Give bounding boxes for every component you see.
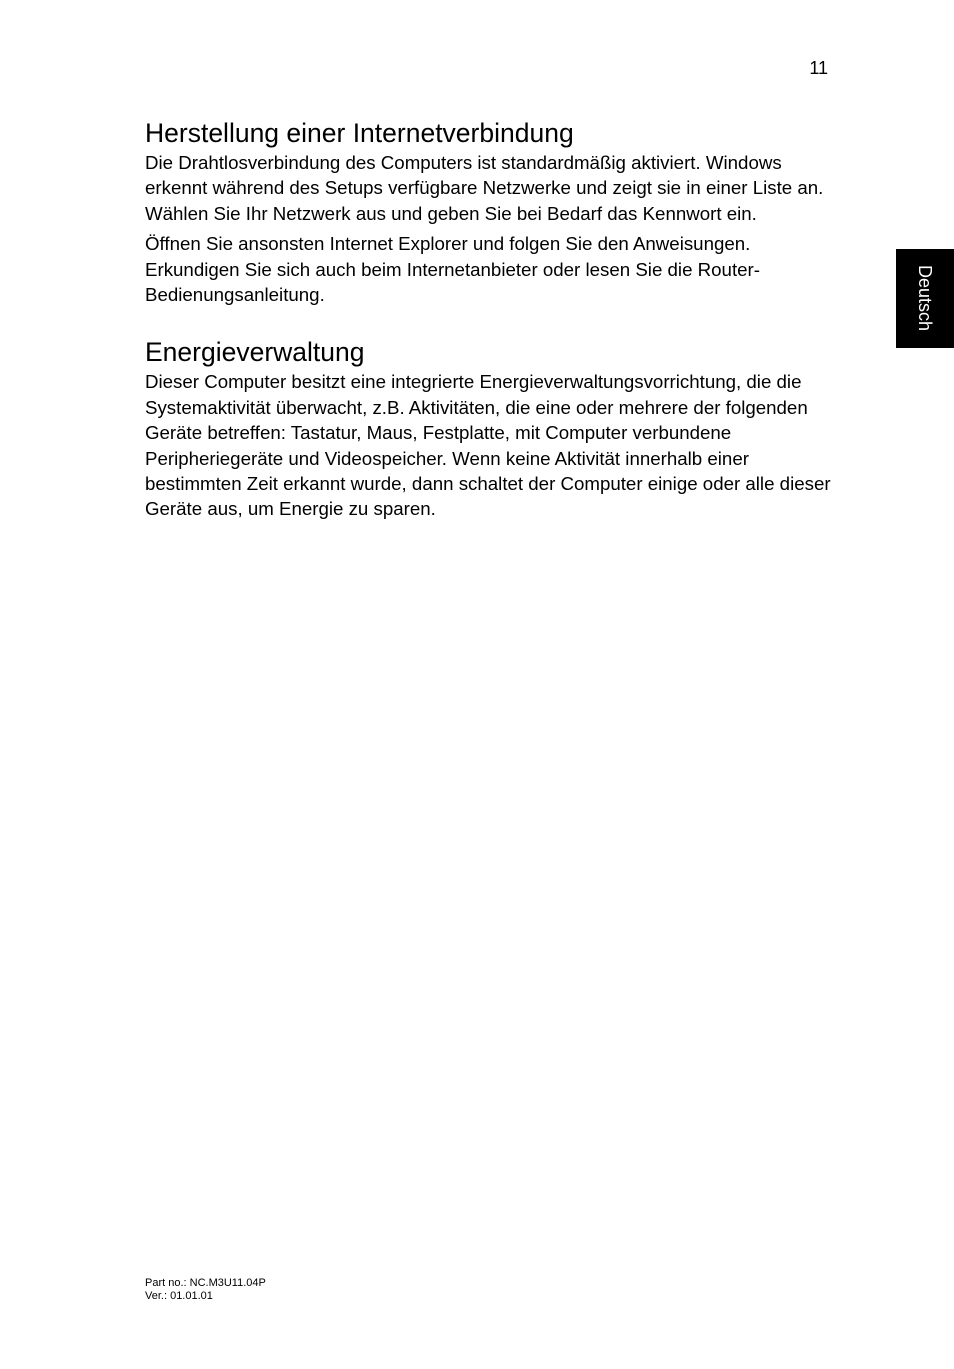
page-number: 11	[809, 58, 828, 78]
language-tab	[896, 249, 954, 348]
paragraph: Die Drahtlosverbindung des Computers ist standardmäßig aktiviert. Windows erkennt während des Setups verfügbare Netzwerke und zeigt sie in einer Liste an. Wählen Sie Ihr Netzwerk aus und geben Sie bei Bedarf das Kennwort ein.	[145, 152, 824, 224]
paragraph: Öffnen Sie ansonsten Internet Explorer und folgen Sie den Anweisungen. Erkundigen Sie sich auch beim Internetanbieter oder lesen Sie die Router-Bedienungsanleitung.	[145, 233, 760, 306]
footer-part-number: Part no.: NC.M3U11.04P	[145, 1277, 266, 1289]
section-title: Herstellung einer Internetverbindung	[145, 118, 574, 148]
page-content	[145, 116, 835, 522]
footer	[145, 1277, 266, 1303]
section-internet-connection	[145, 116, 835, 307]
language-tab-label: Deutsch	[915, 265, 935, 332]
footer-version: Ver.: 01.01.01	[145, 1290, 213, 1302]
section-title: Energieverwaltung	[145, 337, 365, 368]
section-power-management	[145, 335, 835, 521]
paragraph: Dieser Computer besitzt eine integrierte Energieverwaltungsvorrichtung, die die Systemaktivität überwacht, z.B. Aktivitäten, die eine oder mehrere der folgenden Geräte betreffen: Tastatur, Maus, Festplatte, mit Computer verbundene Peripheriegeräte und Videospeicher. Wenn keine Aktivität innerhalb einer bestimmten Zeit erkannt wurde, dann schaltet der Computer einige oder alle dieser Geräte aus, um Energie zu sparen.	[145, 371, 831, 520]
